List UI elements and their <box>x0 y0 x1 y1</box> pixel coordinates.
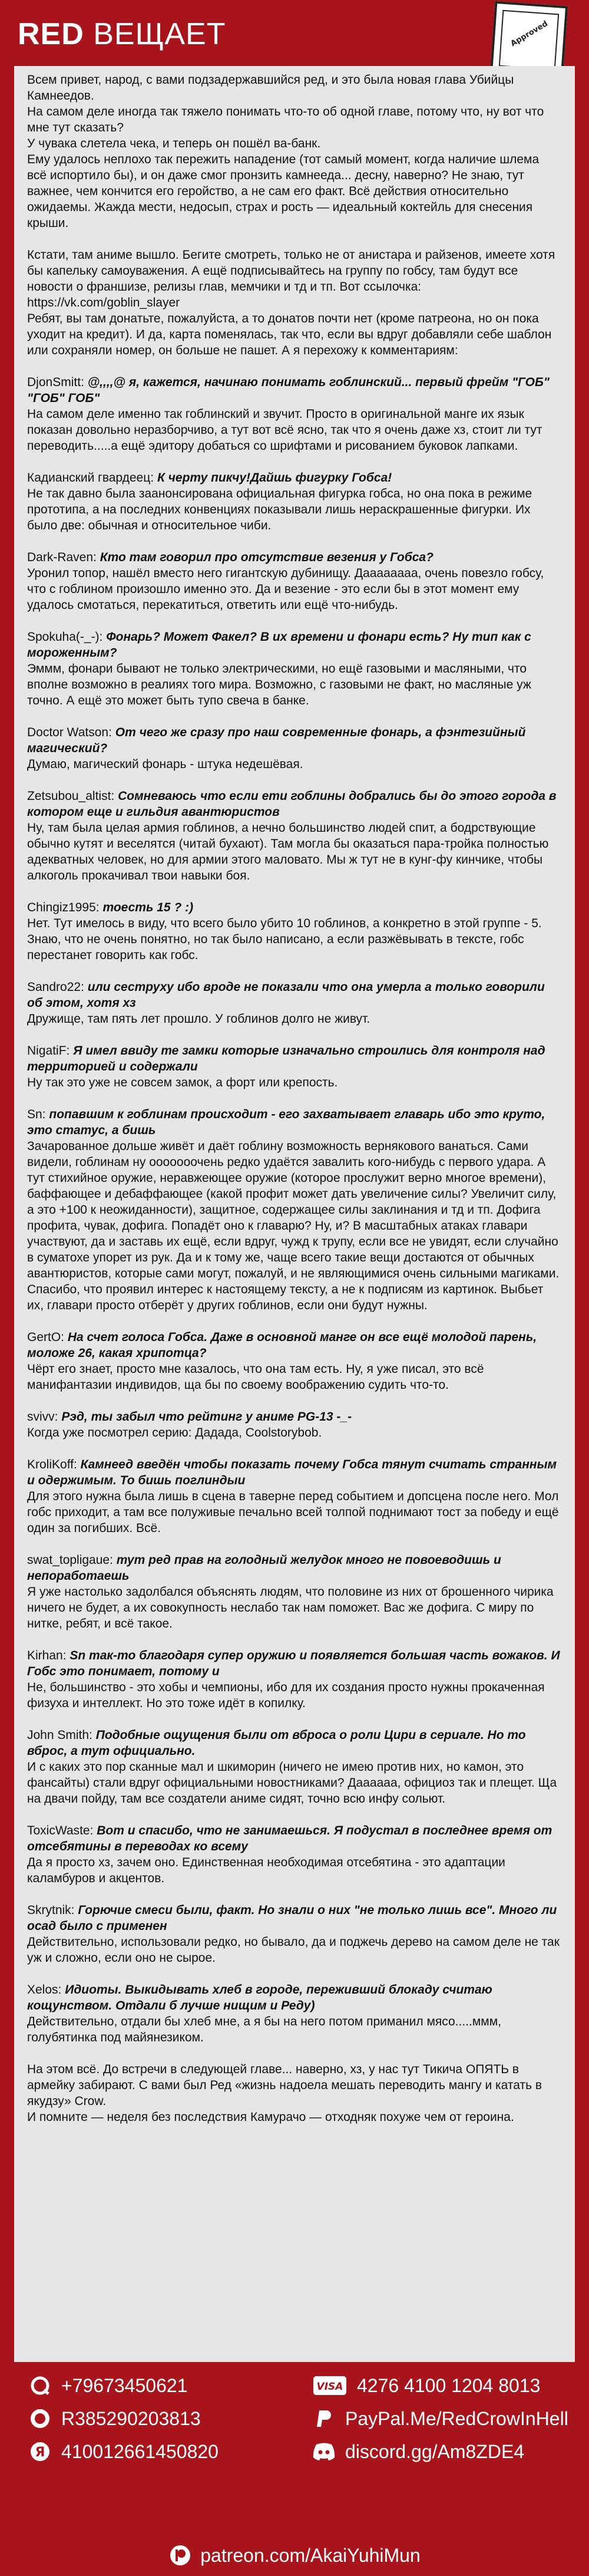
comment-block <box>27 1552 561 1632</box>
svg-text:VISA: VISA <box>316 2381 343 2393</box>
paypal-icon <box>312 2407 336 2430</box>
page-title <box>18 17 226 52</box>
yandex-number[interactable]: 410012661450820 <box>61 2440 219 2462</box>
comment-author: svivv: <box>27 1410 58 1424</box>
brand-name: RED <box>18 17 84 51</box>
comment-question: Кто там говорил про отсутствие везения у Гобса? <box>100 551 434 564</box>
qiwi-icon <box>28 2374 52 2397</box>
comment-question: Подобные ощущения были от вброса о роли Цири в сериале. Но то вброс, а тут официально. <box>27 1728 526 1758</box>
paragraph-block <box>27 72 561 231</box>
comment-answer: Чёрт его знает, просто мне казалось, что она там есть. Ну, я уже писал, это всё манифантазии индивидов, ща бы по своему воображению судить что-то. <box>27 1362 484 1392</box>
paragraph-gap <box>27 1886 561 1902</box>
paragraph-gap <box>27 1807 561 1823</box>
comment-quote <box>27 629 561 661</box>
donation-footer <box>0 2367 589 2576</box>
comment-block <box>27 1648 561 1711</box>
comment-question: Сомневаюсь что если ети гоблины добрались бы до этого города в котором еще и гильдия авантюристов <box>27 789 557 819</box>
comment-author: John Smith: <box>27 1728 92 1742</box>
comment-author: Chingiz1995: <box>27 901 100 914</box>
comment-quote <box>27 788 561 820</box>
paragraph-gap <box>27 963 561 979</box>
comment-question: Идиоты. Выкидывать хлеб в городе, переживший блокаду считаю кощунством. Отдали б лучше нищим и Реду) <box>27 1983 492 2012</box>
comment-block <box>27 1043 561 1091</box>
comment-answer: Не так давно была заанонсирована официальная фигурка гобса, но она пока в режиме прототипа, а на последних конвенциях показывали лишь нераскрашенные фигурки. Их было две: обычная и относительное чиби. <box>27 487 532 532</box>
comment-block <box>27 724 561 772</box>
webmoney-icon <box>28 2407 52 2430</box>
comment-author: Кадианский гвардеец: <box>27 471 154 485</box>
comment-answer: Уронил топор, нашёл вместо него гигантскую дубинищу. Даааааааа, очень повезло гобсу, что с гоблином произошло именно это. Да и везение - это если бы в этот момент ему удалось смотаться, перекатиться, ответить или ещё что-нибудь. <box>27 566 544 612</box>
comment-author: ToxicWaste: <box>27 1824 94 1837</box>
comment-author: Sn: <box>27 1108 46 1121</box>
paragraph-text: Всем привет, народ, с вами подзадержавшийся ред, и это была новая глава Убийцы Камнеедов. На самом деле иногда так тяжело понимать что-то об одной главе, потому что, ну вот что мне тут сказать? У чувака слетела чека, и теперь он пошёл ва-банк. Ему удалось неплохо так пережить нападение (тот самый момент, когда наличие шлема всё испортило бы), и он даже смог пронзить камнееда... десну, наверно? Не знаю, тут важнее, чем кончится его геройство, а не сам его факт. Всё действия относительно ожидаемы. Жажда мести, недосып, страх и рость — идеальный коктейль для снесения крыши. <box>27 73 544 230</box>
discord-link[interactable]: discord.gg/Am8ZDE4 <box>345 2440 525 2462</box>
comment-quote <box>27 1106 561 1138</box>
qiwi-row <box>28 2374 187 2397</box>
paragraph-gap <box>27 1536 561 1552</box>
paragraph-gap <box>27 1027 561 1043</box>
title-text: ВЕЩАЕТ <box>93 17 226 51</box>
comment-answer: Нет. Тут имелось в виду, что всего было убито 10 гоблинов, а конкретно в этой группе - 5. Знаю, что не очень понятно, но так было написано, а если разжёвывать в тексте, гобс перестанет говорить как гобс. <box>27 917 542 962</box>
paragraph-gap <box>27 533 561 549</box>
page-header <box>0 0 589 65</box>
comment-block <box>27 470 561 533</box>
visa-icon <box>312 2374 348 2397</box>
visa-row <box>312 2374 540 2397</box>
comment-block <box>27 1727 561 1807</box>
comment-question: На счет голоса Гобса. Даже в основной манге он все ещё молодой парень, моложе 26, какая хрипотца? <box>27 1330 537 1360</box>
comment-quote <box>27 374 561 406</box>
comment-answer: Действительно, использовали редко, но бывало, да и поджечь дерево на самом деле не так уж и сложно, если оно не сырое. <box>27 1935 560 1965</box>
comment-block <box>27 1982 561 2045</box>
comment-author: KroliKoff: <box>27 1458 77 1471</box>
comment-author: GertO: <box>27 1330 65 1344</box>
comment-question: Я имел ввиду те замки которые изначально строились для контроля над территорией и содержали <box>27 1044 545 1073</box>
paragraph-gap <box>27 1441 561 1457</box>
comment-author: Doctor Watson: <box>27 726 112 739</box>
comment-answer: Действительно, отдали бы хлеб мне, а я бы на него потом приманил мясо.....ммм, голубятинка под майянезиком. <box>27 2015 501 2044</box>
comment-author: swat_topligaue: <box>27 1553 113 1567</box>
comment-answer: Я уже настолько задолбался объяснять людям, что половине из них от брошенного чирика ничего не будет, а их совокупность неслабо так нам поможет. Вас же дофига. С миру по нитке, ребят, и всё такое. <box>27 1585 554 1630</box>
comment-question: От чего же сразу про наш современные фонарь, а фэнтезийный магический? <box>27 726 526 755</box>
comment-block <box>27 1329 561 1393</box>
comment-block <box>27 1457 561 1536</box>
comment-block <box>27 374 561 454</box>
comment-answer: Ну, там была целая армия гоблинов, а нечно большинство людей спит, а бодрствующие обычно кутят и веселятся (читай бухают). Там могла бы оказаться пара-тройка полностью адекватных человек, но для армии этого маловато. Мы ж тут не в кунг-фу кинчике, чтобы алкоголь прокачивал твои навыки боя. <box>27 821 549 882</box>
comment-quote <box>27 470 561 486</box>
comment-quote <box>27 1823 561 1854</box>
comment-answer: Не, большинство - это хобы и чемпионы, ибо для их создания просто нужны прокаченная физуха и интеллект. Но это тоже идёт в копилку. <box>27 1681 545 1710</box>
comment-answer: Ну так это уже не совсем замок, а форт или крепость. <box>27 1076 338 1089</box>
paragraph-gap <box>27 1091 561 1106</box>
comment-quote <box>27 1727 561 1759</box>
comment-answer: Дружище, там пять лет прошло. У гоблинов долго не живут. <box>27 1012 370 1026</box>
comment-quote <box>27 724 561 756</box>
comment-quote <box>27 1409 561 1425</box>
comment-block <box>27 1409 561 1441</box>
discord-row <box>312 2440 524 2463</box>
comment-question: тут ред прав на голодный желудок много не повоеводишь и непоработаешь <box>27 1553 501 1583</box>
comment-question: Вот и спасибо, что не занимаешься. Я подустал в последнее время от отсебятины в переводах ко всему <box>27 1824 552 1853</box>
paragraph-gap <box>27 613 561 629</box>
comment-quote <box>27 1329 561 1361</box>
comment-author: Sandro22: <box>27 980 84 994</box>
paragraph-text: Кстати, там аниме вышло. Бегите смотреть, только не от анистара и райзенов, имеете хотя бы капельку самоуважения. А ещё подписывайтесь на группу по гобсу, там будут все новости о франшизе, релизы глав, мемчики и тд и тп. Вот ссылочка: https://vk.com/goblin_slayer Ребят, вы там донатьте, пожалуйста, а то донатов почти нет (кроме патреона, но он пока уходит на кредит). И да, карта поменялась, так что, если вы вдруг добавляли себе шаблон или сохраняли номер, он больше не пашет. А я перехожу к комментариям: <box>27 248 555 357</box>
paragraph-text: На этом всё. До встречи в следующей главе... наверно, хз, у нас тут Тикича ОПЯТЬ в армейку забирают. С вами был Ред «жизнь надоела мешать переводить мангу и катать в якудзу» Crow. И помните — неделя без последствия Камурачо — отходняк похуже чем от героина. <box>27 2063 542 2124</box>
comment-answer: Когда уже посмотрел серию: Дадада, Coolstorybob. <box>27 1426 322 1439</box>
paragraph-gap <box>27 709 561 724</box>
comment-quote <box>27 1457 561 1488</box>
paragraph-block <box>27 247 561 358</box>
comment-answer: Для этого нужна была лишь в сцена в таверне перед событием и допсцена после него. Мол гобс приходит, а там все полуживые печально всей толпой поднимают тост за победу и ещё один за погибших. Всё. <box>27 1490 559 1535</box>
comment-answer: На самом деле именно так гоблинский и звучит. Просто в оригинальной манге их язык показан довольно неразборчиво, а тут вот всё ясно, так что я очень даже хз, стоит ли тут переводить.....а ещё эдитору добаться со шрифтами и рисованием буковок лапками. <box>27 407 542 453</box>
paypal-link[interactable]: PayPal.Me/RedCrowInHell <box>345 2407 568 2429</box>
visa-card-number[interactable]: 4276 4100 1204 8013 <box>357 2374 541 2396</box>
comment-quote <box>27 549 561 565</box>
paypal-row <box>312 2407 568 2430</box>
comment-block <box>27 1902 561 1966</box>
comment-question: К черту пикчу!Дайшь фигурку Гобса! <box>157 471 392 485</box>
comments-panel <box>14 66 575 2362</box>
paragraph-gap <box>27 1313 561 1329</box>
comment-question: @,,,,@ я, кажется, начинаю понимать гоблинский... первый фрейм "ГОБ" "ГОБ" ГОБ" <box>27 375 550 405</box>
comment-block <box>27 788 561 884</box>
svg-text:Я: Я <box>35 2445 45 2460</box>
comment-block <box>27 629 561 709</box>
comment-answer: Да я просто хз, зачем оно. Единственная необходимая отсебятина - это адаптации каламбуров и акцентов. <box>27 1856 505 1885</box>
comment-quote <box>27 1902 561 1934</box>
paragraph-gap <box>27 1393 561 1409</box>
paragraph-gap <box>27 231 561 247</box>
yandex-money-icon <box>28 2440 52 2463</box>
patreon-icon <box>168 2544 192 2567</box>
comment-answer: Думаю, магический фонарь - штука недешёвая. <box>27 757 303 771</box>
comment-author: Spokuha(-_-): <box>27 630 103 644</box>
comment-quote <box>27 979 561 1011</box>
comment-question: Sn так-то благодаря супер оружию и появляется большая часть вожаков. И Гобс это понимает, потому и <box>27 1649 560 1678</box>
comment-answer: И с каких это пор сканные мал и шкиморин (ничего не имею против них, но камон, это фансайты) стали вдруг официальными новостниками? Даааааа, официоз так и плещет. Ща на двачи пойду, там все создатели аниме сидят, точно всю инфу сольют. <box>27 1760 557 1806</box>
qiwi-number[interactable]: +79673450621 <box>61 2374 188 2396</box>
comment-quote <box>27 1982 561 2014</box>
patreon-link[interactable]: patreon.com/AkaiYuhiMun <box>200 2544 421 2566</box>
comment-quote <box>27 1648 561 1679</box>
comment-author: Kirhan: <box>27 1649 67 1662</box>
comment-author: DjonSmitt: <box>27 375 84 389</box>
paragraph-gap <box>27 772 561 788</box>
comment-block <box>27 900 561 963</box>
webmoney-number[interactable]: R385290203813 <box>61 2407 201 2429</box>
paragraph-gap <box>27 884 561 900</box>
paragraph-gap <box>27 358 561 374</box>
comment-answer: Эммм, фонари бывают не только электрическими, но ещё газовыми и масляными, что вполне возможно в реалиях того мира. Возможно, с газовыми не факт, но масляные уж точно. А ещё это может быть тупо свеча в банке. <box>27 662 531 707</box>
comment-block <box>27 1106 561 1313</box>
comment-question: Фонарь? Может Факел? В их времени и фонари есть? Ну тип как с мороженным? <box>27 630 531 660</box>
comment-author: Xelos: <box>27 1983 62 1997</box>
comment-question: тоесть 15 ? :) <box>102 901 194 914</box>
discord-icon <box>312 2440 336 2463</box>
paragraph-gap <box>27 1632 561 1648</box>
paragraph-block <box>27 2061 561 2125</box>
paragraph-gap <box>27 2045 561 2061</box>
comment-quote <box>27 1552 561 1584</box>
patreon-row <box>0 2544 589 2567</box>
comment-question: Рэд, ты забыл что рейтинг у аниме PG-13 -_- <box>61 1410 352 1424</box>
paragraph-gap <box>27 1711 561 1727</box>
comment-question: Камнеед введён чтобы показать почему Гобса тянут считать странным и одержимым. То бишь поглиндыи <box>27 1458 557 1487</box>
comment-block <box>27 979 561 1027</box>
paragraph-gap <box>27 454 561 470</box>
comment-author: Dark-Raven: <box>27 551 97 564</box>
comment-quote <box>27 900 561 915</box>
comment-author: NigatiF: <box>27 1044 70 1058</box>
comment-author: Zetsubou_altist: <box>27 789 115 803</box>
comment-answer: Зачарованное дольше живёт и даёт гоблину возможность вернякового ванаться. Сами видели, гоблинам ну ооооооочень редко удаётся завалить кого-нибудь с первого удара. А тут стихийное оружие, неравжеющее оружие (которое прослужит верно многое времени), баффающее и дебаффающее (какой профит может дать увеличение силы? Увеличит силу, а это +100 к неожиданности), защитное, содержащее силы заклинания и тд и тп. Дофига профита, чувак, дофига. Попадёт оно к главарю? Ну, и? В масштабных атаках главари участвуют, да и заставь их ещё, если вдруг, чужд к трупу, если все не увидят, если случайно в суматохе упорет из рук. Да и к тому же, чаще всего такие вещи достаются от обычных авантюристов, которые сами могут, пожалуй, и не являющимися очень сильными магиками. Спасибо, что проявил интерес к настоящему тексту, а не к подписям из картинок. Выбьет их, главари просто отберёт у других гоблинов, если они будут нужны. <box>27 1139 560 1312</box>
comment-block <box>27 1823 561 1886</box>
stamp-text: Approved <box>509 19 550 49</box>
comment-author: Skrytnik: <box>27 1903 75 1917</box>
comment-block <box>27 549 561 613</box>
webmoney-row <box>28 2407 201 2430</box>
comment-question: попавшим к гоблинам происходит - его захватывает главарь ибо это круто, это статус, а бишь <box>27 1108 545 1137</box>
comment-question: Горючие смеси были, факт. Но знали о них "не только лишь все". Много ли осад было с применен <box>27 1903 557 1933</box>
paragraph-gap <box>27 1966 561 1982</box>
yandex-row <box>28 2440 219 2463</box>
comment-quote <box>27 1043 561 1075</box>
comment-question: или сеструху ибо вроде не показали что она умерла а только говорили об этом, хотя хз <box>27 980 545 1010</box>
